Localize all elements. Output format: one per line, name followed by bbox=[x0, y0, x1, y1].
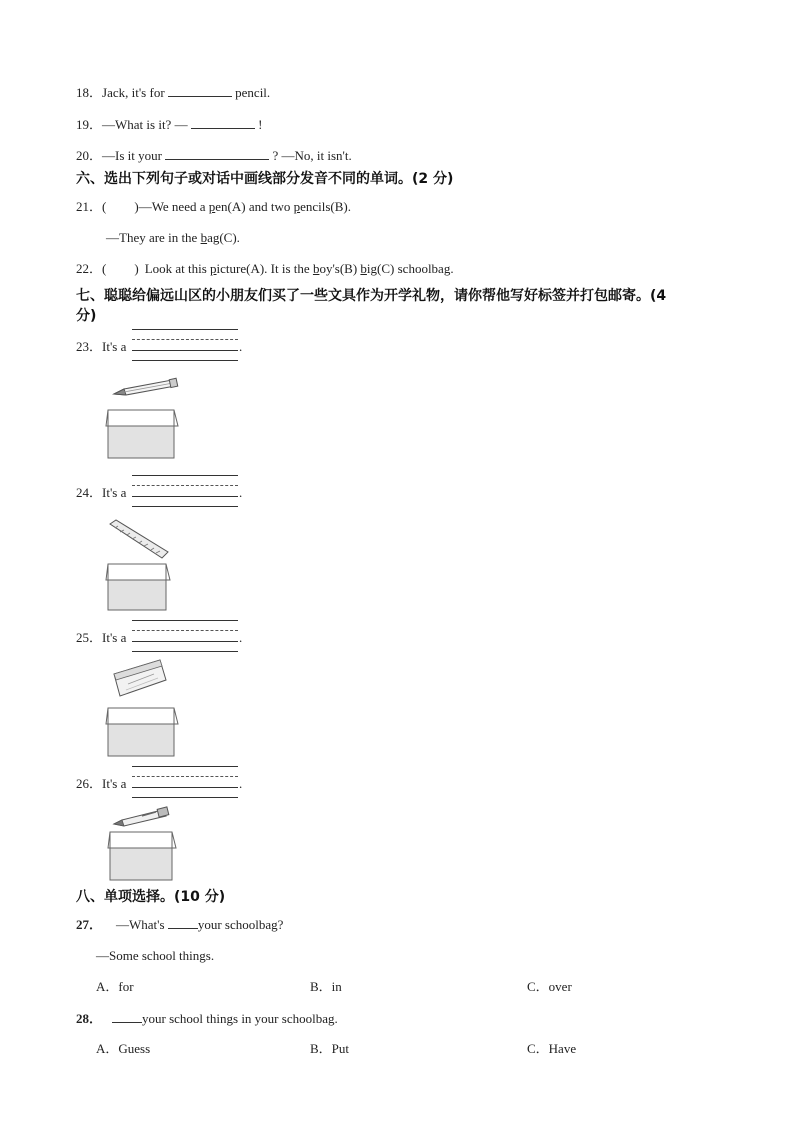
box-icon bbox=[104, 562, 174, 612]
question-text: It's a bbox=[102, 776, 127, 791]
period: . bbox=[239, 339, 243, 354]
paren-close: ) bbox=[134, 261, 139, 276]
question-27-line-2: —Some school things. bbox=[96, 948, 215, 963]
pen-icon bbox=[112, 806, 172, 828]
four-line-writing-field[interactable] bbox=[132, 766, 238, 798]
sentence-text: ag(C). bbox=[207, 230, 240, 245]
question-24 bbox=[76, 485, 126, 501]
question-number: 18． bbox=[76, 85, 103, 100]
question-26 bbox=[76, 776, 126, 792]
sentence-text: oy's(B) bbox=[319, 261, 361, 276]
question-20 bbox=[76, 147, 352, 164]
sentence-text: encils(B). bbox=[300, 199, 351, 214]
option-letter: B． bbox=[310, 979, 332, 994]
question-text: ! bbox=[258, 117, 263, 132]
question-18 bbox=[76, 84, 270, 101]
question-text: pencil. bbox=[235, 85, 271, 100]
option-text: for bbox=[118, 979, 134, 994]
section-7-title-line-1: 七、聪聪给偏远山区的小朋友们买了一些文具作为开学礼物，请你帮他写好标签并打包邮寄。(4 bbox=[76, 288, 667, 304]
question-21 bbox=[76, 199, 351, 215]
sentence-text: en(A) and two bbox=[215, 199, 294, 214]
ruler-icon bbox=[106, 518, 172, 560]
sentence-text: —We need a bbox=[138, 199, 209, 214]
question-number: 22．( bbox=[76, 261, 107, 276]
option-b[interactable] bbox=[310, 979, 342, 995]
box-icon bbox=[106, 830, 180, 882]
question-text: It's a bbox=[102, 485, 127, 500]
question-25 bbox=[76, 630, 126, 646]
option-letter: C． bbox=[527, 1041, 549, 1056]
underlined-letter: p bbox=[293, 199, 301, 214]
question-21-line-2 bbox=[106, 230, 240, 246]
option-text: in bbox=[331, 979, 342, 994]
option-c[interactable] bbox=[527, 1041, 576, 1057]
section-6-title: 六、选出下列句子或对话中画线部分发音不同的单词。(2 分) bbox=[76, 171, 454, 187]
section-8-title: 八、单项选择。(10 分) bbox=[76, 889, 226, 905]
box-icon bbox=[104, 706, 180, 758]
answer-blank[interactable] bbox=[168, 916, 198, 929]
option-a[interactable] bbox=[96, 1041, 150, 1057]
underlined-letter: b bbox=[200, 230, 208, 245]
answer-blank[interactable] bbox=[112, 1010, 142, 1023]
question-number: 20． bbox=[76, 148, 103, 163]
option-letter: A． bbox=[96, 1041, 119, 1056]
underlined-letter: b bbox=[360, 261, 367, 276]
question-text: —Is it your bbox=[102, 148, 162, 163]
option-a[interactable] bbox=[96, 979, 134, 995]
question-number: 27． bbox=[76, 917, 103, 932]
question-number: 25． bbox=[76, 630, 103, 645]
period: . bbox=[239, 485, 243, 500]
pencil-icon bbox=[112, 376, 182, 398]
sentence-text: icture(A). It is the bbox=[216, 261, 313, 276]
sentence-text: —They are in the bbox=[106, 230, 201, 245]
question-text: your school things in your schoolbag. bbox=[142, 1011, 338, 1026]
answer-blank[interactable] bbox=[168, 84, 232, 97]
underlined-letter: p bbox=[208, 199, 216, 214]
question-number: 28． bbox=[76, 1011, 103, 1026]
question-number: 23． bbox=[76, 339, 103, 354]
question-text: ? —No, it isn't. bbox=[272, 148, 352, 163]
eraser-icon bbox=[110, 656, 170, 700]
option-text: Put bbox=[331, 1041, 350, 1056]
period: . bbox=[239, 776, 243, 791]
question-23 bbox=[76, 339, 126, 355]
answer-blank[interactable] bbox=[191, 116, 255, 129]
four-line-writing-field[interactable] bbox=[132, 620, 238, 652]
question-number: 26． bbox=[76, 776, 103, 791]
option-text: Guess bbox=[118, 1041, 151, 1056]
question-27 bbox=[76, 916, 283, 933]
question-number: 19． bbox=[76, 117, 103, 132]
underlined-letter: b bbox=[312, 261, 320, 276]
option-letter: A． bbox=[96, 979, 119, 994]
sentence-text: ig(C) schoolbag. bbox=[366, 261, 454, 276]
box-icon bbox=[104, 408, 180, 460]
option-letter: B． bbox=[310, 1041, 332, 1056]
underlined-letter: p bbox=[210, 261, 217, 276]
question-text: your schoolbag? bbox=[197, 917, 284, 932]
section-7-title-line-2: 分) bbox=[76, 308, 97, 324]
question-number: 24． bbox=[76, 485, 103, 500]
paren-close: ) bbox=[134, 199, 139, 214]
question-19 bbox=[76, 116, 262, 133]
question-text: —What's bbox=[116, 917, 165, 932]
question-28 bbox=[76, 1010, 338, 1027]
question-text: It's a bbox=[102, 339, 127, 354]
option-b[interactable] bbox=[310, 1041, 349, 1057]
sentence-text: Look at this bbox=[144, 261, 211, 276]
question-text: —What is it? — bbox=[102, 117, 188, 132]
question-22 bbox=[76, 261, 454, 277]
option-text: Have bbox=[548, 1041, 577, 1056]
four-line-writing-field[interactable] bbox=[132, 329, 238, 361]
question-text: It's a bbox=[102, 630, 127, 645]
four-line-writing-field[interactable] bbox=[132, 475, 238, 507]
option-text: over bbox=[548, 979, 572, 994]
option-c[interactable] bbox=[527, 979, 572, 995]
answer-blank[interactable] bbox=[165, 147, 269, 160]
question-text: Jack, it's for bbox=[102, 85, 165, 100]
period: . bbox=[239, 630, 243, 645]
option-letter: C． bbox=[527, 979, 549, 994]
question-number: 21．( bbox=[76, 199, 107, 214]
